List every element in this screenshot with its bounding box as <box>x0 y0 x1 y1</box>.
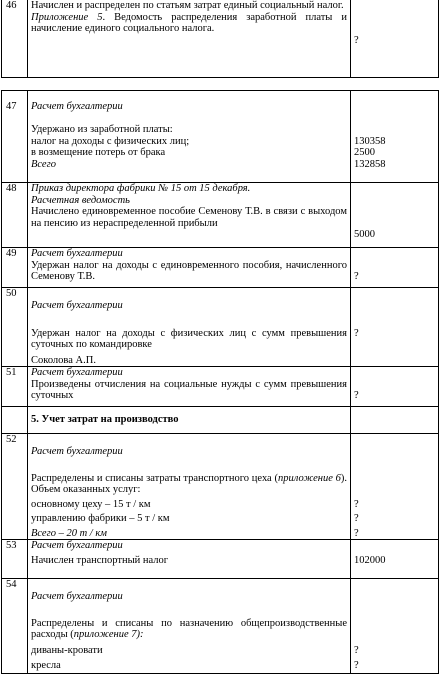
person-name: Соколова А.П. <box>31 354 96 366</box>
operation-line: . Ведомость распределения заработной платы и начисление единого социального налога. <box>31 11 348 34</box>
row-number: 47 <box>2 91 28 183</box>
row-number: 46 <box>2 0 28 78</box>
row-number: 54 <box>2 579 28 674</box>
amount-cell <box>351 91 439 183</box>
operation-line: Произведены отчисления на социальные нужды с сумм превышения суточных <box>31 378 347 401</box>
operation-line <box>31 469 347 496</box>
document-name: Расчет бухгалтерии <box>31 248 123 259</box>
service-line: основному цеху – 15 т / км <box>31 498 151 510</box>
table-row <box>2 540 439 579</box>
amount-value: ? <box>354 644 359 656</box>
row-number: 48 <box>2 183 28 248</box>
section-blank <box>351 407 439 434</box>
appendix-ref: Приложение 5 <box>31 11 103 23</box>
amount-value: ? <box>354 513 359 524</box>
operation-line: Начислен транспортный налог <box>31 554 169 566</box>
operation-line-part: ). Объем оказанных услуг: <box>31 472 348 495</box>
row-number: 49 <box>2 248 28 288</box>
document-name: Расчет бухгалтерии <box>31 445 123 457</box>
product-line: диваны-кровати <box>31 644 103 656</box>
operation-text <box>28 248 351 288</box>
operation-line-part: Распределены и списаны затраты транспортного цеха ( <box>31 472 278 484</box>
operation-line: Удержан налог на доходы с единовременного пособия, начисленного Семенову Т.В. <box>31 259 347 282</box>
operation-line-part: Распределены и списаны по назначению общепроизводственные расходы ( <box>31 617 347 640</box>
total-label: Всего <box>31 158 56 170</box>
amount-cell <box>351 248 439 288</box>
table-row <box>2 434 439 540</box>
operation-text <box>28 288 351 367</box>
amount-cell <box>351 288 439 367</box>
operation-text <box>28 434 351 540</box>
product-line: кресла <box>31 660 61 671</box>
amount-value: ? <box>354 498 359 510</box>
section-blank <box>2 407 28 434</box>
document-name: Расчет бухгалтерии <box>31 367 123 378</box>
document-name: Расчет бухгалтерии <box>31 101 123 112</box>
document-name: Расчет бухгалтерии <box>31 540 123 551</box>
operation-text <box>28 579 351 674</box>
operation-text <box>28 183 351 248</box>
operation-line: Начислен и распределен по статьям затрат единый социальный налог. <box>31 0 344 11</box>
amount-cell <box>351 434 439 540</box>
ledger-table-main <box>1 90 439 674</box>
amount-value: 5000 <box>354 229 375 240</box>
appendix-ref: приложение 6 <box>278 472 341 484</box>
table-row <box>2 248 439 288</box>
amount-value: 132858 <box>354 158 386 170</box>
operation-line: Удержан налог на доходы с физических лиц с сумм превышения суточных по командировке <box>31 327 347 350</box>
section-title: 5. Учет затрат на производство <box>28 407 351 434</box>
section-row <box>2 407 439 434</box>
row-number: 50 <box>2 288 28 367</box>
amount-value: 130358 <box>354 135 386 147</box>
operation-line: налог на доходы с физических лиц; <box>31 135 190 147</box>
operation-line <box>31 614 347 641</box>
amount-value: 102000 <box>354 554 386 566</box>
amount-value: ? <box>354 527 359 539</box>
table-row <box>2 288 439 367</box>
amount-cell <box>351 367 439 407</box>
operation-line: Начислено единовременное пособие Семенову Т.В. в связи с выходом на пенсию из нераспределенной прибыли <box>31 206 347 229</box>
table-row <box>2 183 439 248</box>
document-name: Расчет бухгалтерии <box>31 299 123 311</box>
table-row <box>2 91 439 183</box>
operation-text <box>28 91 351 183</box>
amount-value: ? <box>354 327 359 339</box>
amount-cell <box>351 579 439 674</box>
amount-value: ? <box>354 34 359 46</box>
operation-text <box>28 367 351 407</box>
ledger-table-top <box>1 0 439 78</box>
service-line: управлению фабрики – 5 т / км <box>31 513 170 524</box>
row-number: 51 <box>2 367 28 407</box>
table-row <box>2 579 439 674</box>
row-number: 53 <box>2 540 28 579</box>
amount-value: ? <box>354 660 359 671</box>
document-name: Расчетная ведомость <box>31 194 130 206</box>
document-name: Расчет бухгалтерии <box>31 590 123 602</box>
document-name: Приказ директора фабрики № 15 от 15 декабря. <box>31 183 251 194</box>
operation-text <box>28 0 351 78</box>
table-row <box>2 0 439 78</box>
amount-cell <box>351 183 439 248</box>
amount-value: ? <box>354 390 359 401</box>
operation-line: Удержано из заработной платы: <box>31 124 173 135</box>
amount-cell <box>351 540 439 579</box>
row-number: 52 <box>2 434 28 540</box>
total-line: Всего – 20 т / км <box>31 527 107 539</box>
operation-text <box>28 540 351 579</box>
table-row <box>2 367 439 407</box>
operation-line: в возмещение потерь от брака <box>31 147 166 158</box>
amount-cell <box>351 0 439 78</box>
amount-value: ? <box>354 271 359 282</box>
amount-value: 2500 <box>354 147 375 158</box>
appendix-ref: приложение 7): <box>73 629 144 640</box>
